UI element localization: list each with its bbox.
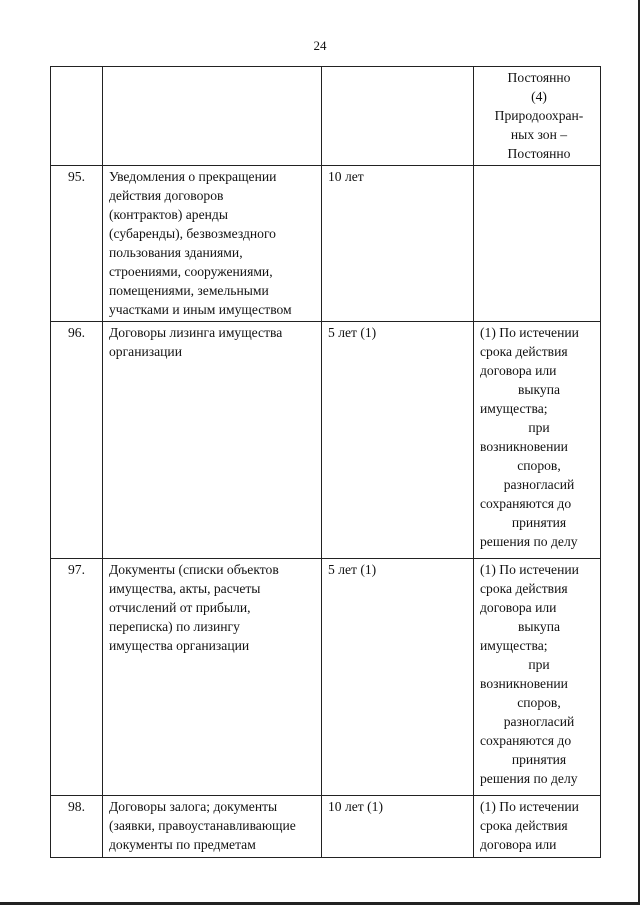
description-line: участками и иным имуществом bbox=[109, 302, 292, 317]
description-line: имущества организации bbox=[109, 638, 250, 653]
row-retention-term: 5 лет (1) bbox=[322, 559, 474, 796]
row-notes bbox=[474, 796, 601, 858]
description-line: Уведомления о прекращении bbox=[109, 169, 277, 184]
row-notes bbox=[474, 166, 601, 322]
note-line: при bbox=[528, 420, 550, 435]
note-line: решения по делу bbox=[480, 771, 578, 786]
note-line: Природоохран- bbox=[494, 108, 584, 123]
note-line: договора или bbox=[480, 363, 557, 378]
description-line: Документы (списки объектов bbox=[109, 562, 279, 577]
table-row bbox=[51, 166, 601, 322]
table-row bbox=[51, 67, 601, 166]
note-line: споров, bbox=[517, 458, 561, 473]
description-line: пользования зданиями, bbox=[109, 245, 243, 260]
note-line: при bbox=[528, 657, 550, 672]
note-line: сохраняются до bbox=[480, 496, 572, 511]
note-line: выкупа bbox=[517, 382, 561, 397]
note-line: возникновении bbox=[480, 439, 568, 454]
row-description bbox=[103, 166, 322, 322]
note-line: разногласий bbox=[503, 714, 575, 729]
row-number: 98. bbox=[51, 796, 103, 858]
note-line: сохраняются до bbox=[480, 733, 572, 748]
row-notes bbox=[474, 559, 601, 796]
description-line: (субаренды), безвозмездного bbox=[109, 226, 276, 241]
row-number bbox=[51, 67, 103, 166]
note-line: договора или bbox=[480, 837, 557, 852]
row-retention-term: 10 лет (1) bbox=[322, 796, 474, 858]
note-line: срока действия bbox=[480, 818, 568, 833]
note-line: разногласий bbox=[503, 477, 575, 492]
description-line: имущества, акты, расчеты bbox=[109, 581, 261, 596]
retention-table bbox=[50, 66, 601, 858]
table-row bbox=[51, 322, 601, 559]
note-line: (1) По истечении bbox=[480, 325, 579, 340]
description-line: действия договоров bbox=[109, 188, 224, 203]
note-line: (1) По истечении bbox=[480, 562, 579, 577]
note-line: решения по делу bbox=[480, 534, 578, 549]
page-number: 24 bbox=[313, 38, 327, 53]
note-line: (1) По истечении bbox=[480, 799, 579, 814]
note-line: ных зон – bbox=[510, 127, 568, 142]
description-line: строениями, сооружениями, bbox=[109, 264, 273, 279]
row-description bbox=[103, 559, 322, 796]
note-line: возникновении bbox=[480, 676, 568, 691]
table-row bbox=[51, 559, 601, 796]
note-line: принятия bbox=[511, 515, 567, 530]
note-line: срока действия bbox=[480, 344, 568, 359]
note-line: срока действия bbox=[480, 581, 568, 596]
note-line: Постоянно bbox=[507, 146, 571, 161]
row-number: 95. bbox=[51, 166, 103, 322]
row-notes bbox=[474, 322, 601, 559]
description-line: помещениями, земельными bbox=[109, 283, 269, 298]
description-line: документы по предметам bbox=[109, 837, 256, 852]
row-number: 97. bbox=[51, 559, 103, 796]
row-notes bbox=[474, 67, 601, 166]
description-line: Договоры лизинга имущества bbox=[109, 325, 283, 340]
row-description bbox=[103, 796, 322, 858]
row-description bbox=[103, 322, 322, 559]
description-line: (контрактов) аренды bbox=[109, 207, 228, 222]
row-description bbox=[103, 67, 322, 166]
note-line: имущества; bbox=[480, 638, 548, 653]
description-line: организации bbox=[109, 344, 182, 359]
row-retention-term: 5 лет (1) bbox=[322, 322, 474, 559]
row-retention-term: 10 лет bbox=[322, 166, 474, 322]
note-line: договора или bbox=[480, 600, 557, 615]
note-line: (4) bbox=[531, 89, 547, 104]
description-line: (заявки, правоустанавливающие bbox=[109, 818, 296, 833]
description-line: Договоры залога; документы bbox=[109, 799, 278, 814]
row-number: 96. bbox=[51, 322, 103, 559]
note-line: принятия bbox=[511, 752, 567, 767]
description-line: переписка) по лизингу bbox=[109, 619, 240, 634]
table-row bbox=[51, 796, 601, 858]
note-line: споров, bbox=[517, 695, 561, 710]
row-retention-term bbox=[322, 67, 474, 166]
note-line: выкупа bbox=[517, 619, 561, 634]
note-line: имущества; bbox=[480, 401, 548, 416]
note-line: Постоянно bbox=[507, 70, 571, 85]
description-line: отчислений от прибыли, bbox=[109, 600, 251, 615]
